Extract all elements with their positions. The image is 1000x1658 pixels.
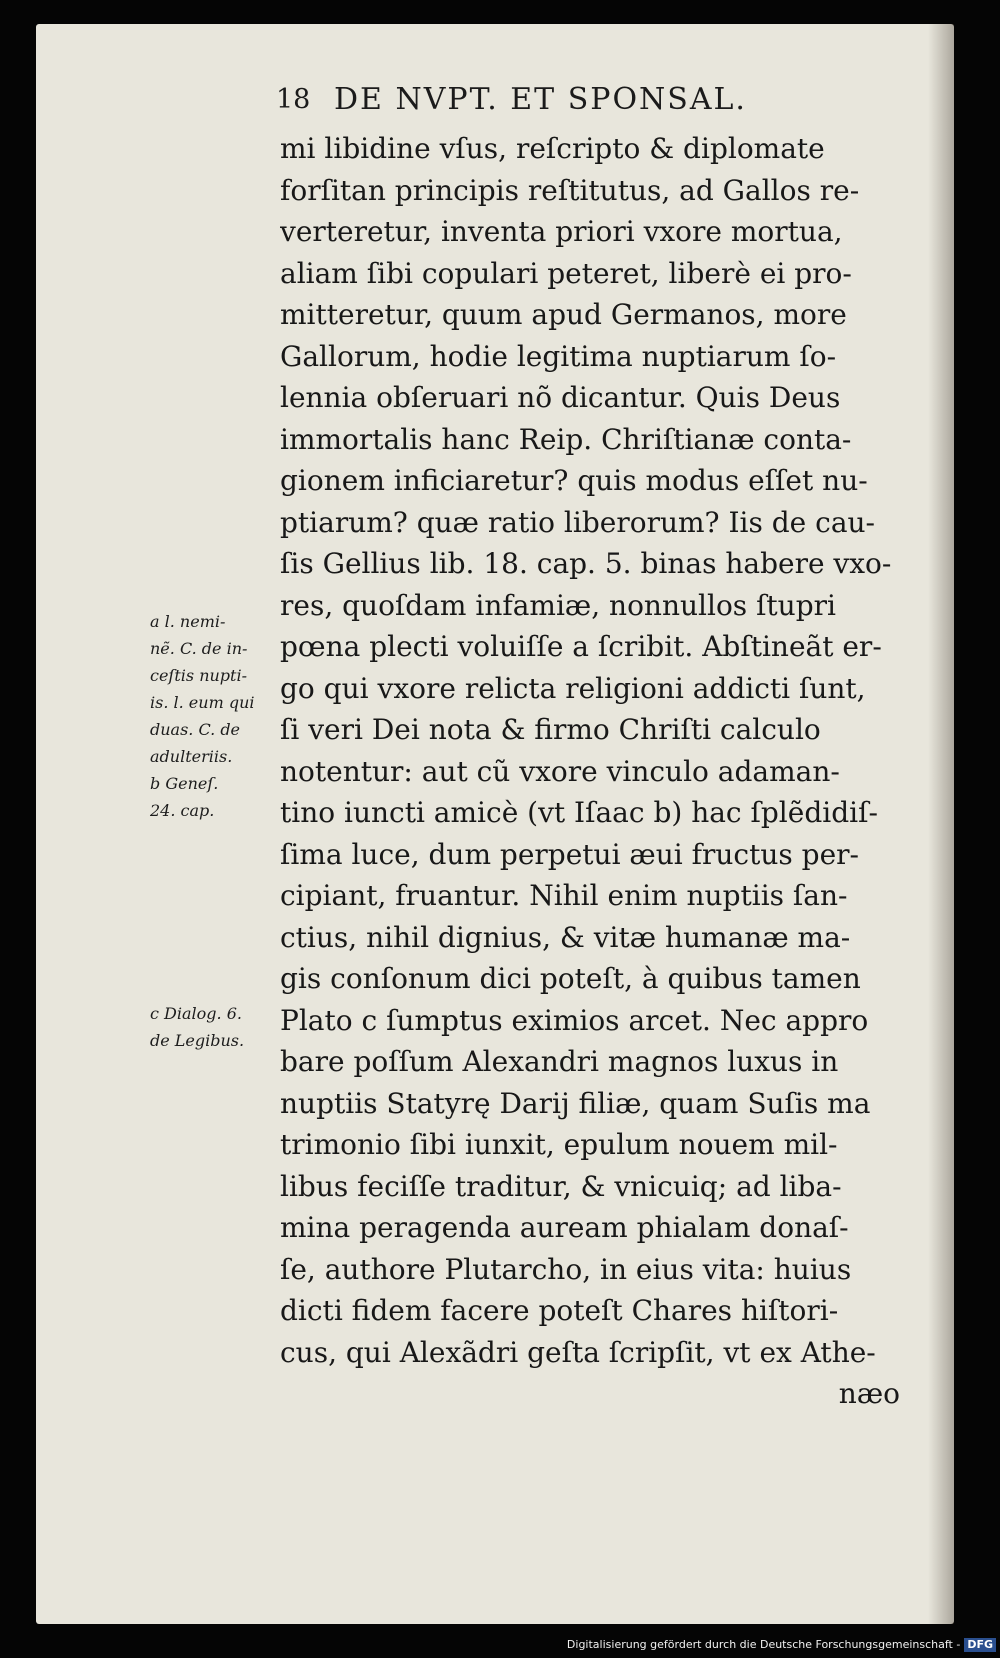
text-line: bare poſſum Alexandri magnos luxus in <box>280 1045 839 1078</box>
marginal-line: 24. cap. <box>150 801 215 820</box>
text-line: cipiant, fruantur. Nihil enim nuptiis ſan- <box>280 879 848 912</box>
marginal-line: duas. C. de <box>150 720 241 739</box>
marginal-line: ceſtis nupti- <box>150 666 247 685</box>
marginal-line: a l. nemi- <box>150 612 226 631</box>
text-line: mi libidine vſus, reſcripto & diplomate <box>280 132 825 165</box>
marginal-line: nẽ. C. de in- <box>150 639 248 658</box>
marginal-line: is. l. eum qui <box>150 693 255 712</box>
text-line: trimonio ſibi iunxit, epulum nouem mil- <box>280 1128 838 1161</box>
text-line: libus feciſſe traditur, & vnicuiq; ad liba- <box>280 1169 842 1203</box>
catchword: næo <box>838 1377 900 1410</box>
marginal-note-c <box>150 1000 278 1054</box>
digitization-footer <box>0 1638 996 1652</box>
marginal-note-a <box>150 608 278 824</box>
body-text <box>280 128 920 1415</box>
text-line: lennia obſeruari nõ dicantur. Quis Deus <box>280 381 841 414</box>
text-line: res, quoſdam infamiæ, nonnullos ſtupri <box>280 588 836 622</box>
text-line: Gallorum, hodie legitima nuptiarum ſo- <box>280 339 837 373</box>
footer-text: Digitalisierung gefördert durch die Deutsche Forschungsgemeinschaft - <box>566 1638 961 1651</box>
text-line: mitteretur, quum apud Germanos, more <box>280 298 847 331</box>
marginal-line: c Dialog. 6. <box>150 1004 242 1023</box>
text-line: forſitan principis reſtitutus, ad Gallos re- <box>280 173 860 207</box>
dfg-logo: DFG <box>964 1638 996 1652</box>
marginal-line: b Geneſ. <box>150 774 219 793</box>
page-header <box>276 78 876 122</box>
spine-shadow <box>928 24 954 1624</box>
text-line: gionem inficiaretur? quis modus eſſet nu- <box>280 464 868 497</box>
text-line: dicti fidem facere poteſt Chares hiſtori- <box>280 1294 839 1327</box>
text-line: ptiarum? quæ ratio liberorum? Iis de cau- <box>280 505 875 539</box>
text-line: go qui vxore relicta religioni addicti ſunt, <box>280 671 866 705</box>
text-line: notentur: aut cũ vxore vinculo adaman- <box>280 754 840 788</box>
text-line: Plato c ſumptus eximios arcet. Nec appro <box>280 1003 869 1037</box>
text-line: tino iuncti amicè (vt Iſaac b) hac ſplẽdidiſ- <box>280 796 878 829</box>
text-line: ſi veri Dei nota & firmo Chriſti calculo <box>280 713 821 746</box>
text-line: ſima luce, dum perpetui æui fructus per- <box>280 837 859 871</box>
text-line: pœna plecti voluiſſe a ſcribit. Abſtineãt er- <box>280 630 882 663</box>
page-number: 18 <box>276 84 311 115</box>
text-line: ſe, authore Plutarcho, in eius vita: huius <box>280 1252 852 1286</box>
running-head: DE NVPT. ET SPONSAL. <box>334 82 747 117</box>
text-line: immortalis hanc Reip. Chriſtianæ conta- <box>280 422 852 456</box>
text-line: ſis Gellius lib. 18. cap. 5. binas habere vxo- <box>280 547 892 580</box>
text-line: verteretur, inventa priori vxore mortua, <box>280 215 843 248</box>
text-line: cus, qui Alexãdri geſta ſcripſit, vt ex Athe- <box>280 1335 876 1369</box>
marginal-line: de Legibus. <box>150 1031 245 1050</box>
text-line: aliam ſibi copulari peteret, liberè ei pro- <box>280 256 852 290</box>
text-line: nuptiis Statyrę Darij filiæ, quam Suſis ma <box>280 1086 871 1120</box>
text-line: ctius, nihil dignius, & vitæ humanæ ma- <box>280 920 851 954</box>
marginal-line: adulteriis. <box>150 747 233 766</box>
text-line: mina peragenda auream phialam donaſ- <box>280 1211 849 1244</box>
text-line: gis conſonum dici poteſt, à quibus tamen <box>280 962 861 995</box>
